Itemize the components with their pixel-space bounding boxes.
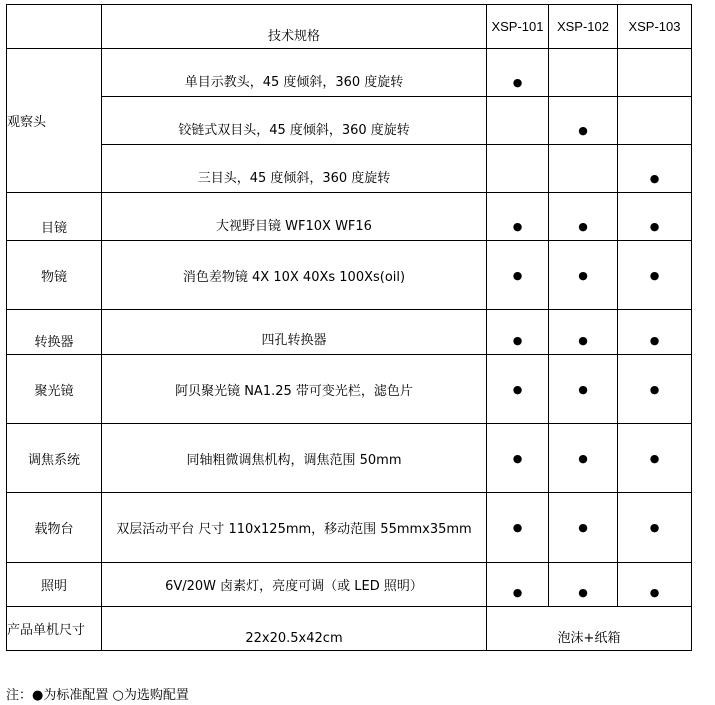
category-observation: 观察头 <box>7 49 102 193</box>
category-illumination: 照明 <box>7 563 102 607</box>
mark-cell <box>618 49 692 97</box>
dot-mark: ● <box>512 451 523 465</box>
spec-desc: 双层活动平台 尺寸 110x125mm，移动范围 55mmx35mm <box>102 493 487 563</box>
mark-cell <box>549 355 618 424</box>
size-row <box>7 607 692 651</box>
header-model-1: XSP-101 <box>487 5 549 49</box>
table-row <box>7 241 692 310</box>
mark-cell <box>618 145 692 193</box>
mark-cell <box>549 310 618 355</box>
mark-cell <box>487 193 549 241</box>
dot-mark: ● <box>512 586 523 599</box>
category-stage: 载物台 <box>7 493 102 563</box>
mark-cell <box>618 493 692 563</box>
category-eyepiece: 目镜 <box>7 193 102 241</box>
dot-mark: ● <box>578 586 588 599</box>
mark-cell <box>549 97 618 145</box>
table-row <box>7 355 692 424</box>
table-row <box>7 97 692 145</box>
dot-mark: ● <box>649 172 660 185</box>
category-product-size: 产品单机尺寸 <box>7 607 102 651</box>
dot-mark: ● <box>512 268 523 282</box>
spec-desc: 大视野目镜 WF10X WF16 <box>102 193 487 241</box>
dot-mark: ● <box>512 382 523 396</box>
header-model-2: XSP-102 <box>549 5 618 49</box>
dot-mark: ● <box>512 220 523 233</box>
mark-cell <box>487 145 549 193</box>
dot-mark: ● <box>512 76 523 89</box>
dot-mark: ● <box>578 521 588 534</box>
spec-desc: 三目头，45 度倾斜，360 度旋转 <box>102 145 487 193</box>
spec-table <box>6 4 692 651</box>
mark-cell <box>549 493 618 563</box>
spec-desc: 阿贝聚光镜 NA1.25 带可变光栏，滤色片 <box>102 355 487 424</box>
dot-mark: ● <box>578 268 588 282</box>
mark-cell <box>487 493 549 563</box>
table-row <box>7 145 692 193</box>
table-row <box>7 424 692 493</box>
dot-mark: ● <box>578 334 588 347</box>
packaging: 泡沫+纸箱 <box>487 607 692 651</box>
spec-desc: 消色差物镜 4X 10X 40Xs 100Xs(oil) <box>102 241 487 310</box>
category-condenser: 聚光镜 <box>7 355 102 424</box>
dot-mark: ● <box>649 382 660 396</box>
mark-cell <box>618 241 692 310</box>
mark-cell <box>549 563 618 607</box>
mark-cell <box>618 355 692 424</box>
dot-mark: ● <box>649 521 660 534</box>
mark-cell <box>618 193 692 241</box>
header-row <box>7 5 692 49</box>
mark-cell <box>549 145 618 193</box>
legend-note: 注：●为标准配置 ○为选购配置 <box>6 688 189 703</box>
category-objective: 物镜 <box>7 241 102 310</box>
mark-cell <box>487 310 549 355</box>
dot-mark: ● <box>512 521 523 534</box>
mark-cell <box>618 310 692 355</box>
table-row <box>7 493 692 563</box>
dot-mark: ● <box>649 451 660 465</box>
table-row <box>7 310 692 355</box>
mark-cell <box>549 49 618 97</box>
dot-mark: ● <box>578 382 588 396</box>
dot-mark: ● <box>578 220 588 233</box>
mark-cell <box>487 424 549 493</box>
table-row <box>7 193 692 241</box>
mark-cell <box>618 424 692 493</box>
dot-mark: ● <box>649 220 660 233</box>
header-spec: 技术规格 <box>102 5 487 49</box>
product-size: 22x20.5x42cm <box>102 607 487 651</box>
spec-desc: 6V/20W 卤素灯，亮度可调（或 LED 照明） <box>102 563 487 607</box>
dot-mark: ● <box>578 451 588 465</box>
mark-cell <box>487 49 549 97</box>
mark-cell <box>549 193 618 241</box>
dot-mark: ● <box>578 124 588 137</box>
mark-cell <box>618 97 692 145</box>
spec-desc: 四孔转换器 <box>102 310 487 355</box>
dot-mark: ● <box>649 268 660 282</box>
dot-mark: ● <box>512 334 523 347</box>
mark-cell <box>487 97 549 145</box>
header-empty-cell <box>7 5 102 49</box>
mark-cell <box>618 563 692 607</box>
mark-cell <box>549 424 618 493</box>
spec-desc: 铰链式双目头，45 度倾斜，360 度旋转 <box>102 97 487 145</box>
spec-desc: 单目示教头，45 度倾斜，360 度旋转 <box>102 49 487 97</box>
header-model-3: XSP-103 <box>618 5 692 49</box>
dot-mark: ● <box>649 334 660 347</box>
mark-cell <box>549 241 618 310</box>
category-focus-system: 调焦系统 <box>7 424 102 493</box>
dot-mark: ● <box>649 586 660 599</box>
table-row <box>7 563 692 607</box>
spec-desc: 同轴粗微调焦机构，调焦范围 50mm <box>102 424 487 493</box>
mark-cell <box>487 355 549 424</box>
mark-cell <box>487 241 549 310</box>
table-row <box>7 49 692 97</box>
category-nosepiece: 转换器 <box>7 310 102 355</box>
mark-cell <box>487 563 549 607</box>
